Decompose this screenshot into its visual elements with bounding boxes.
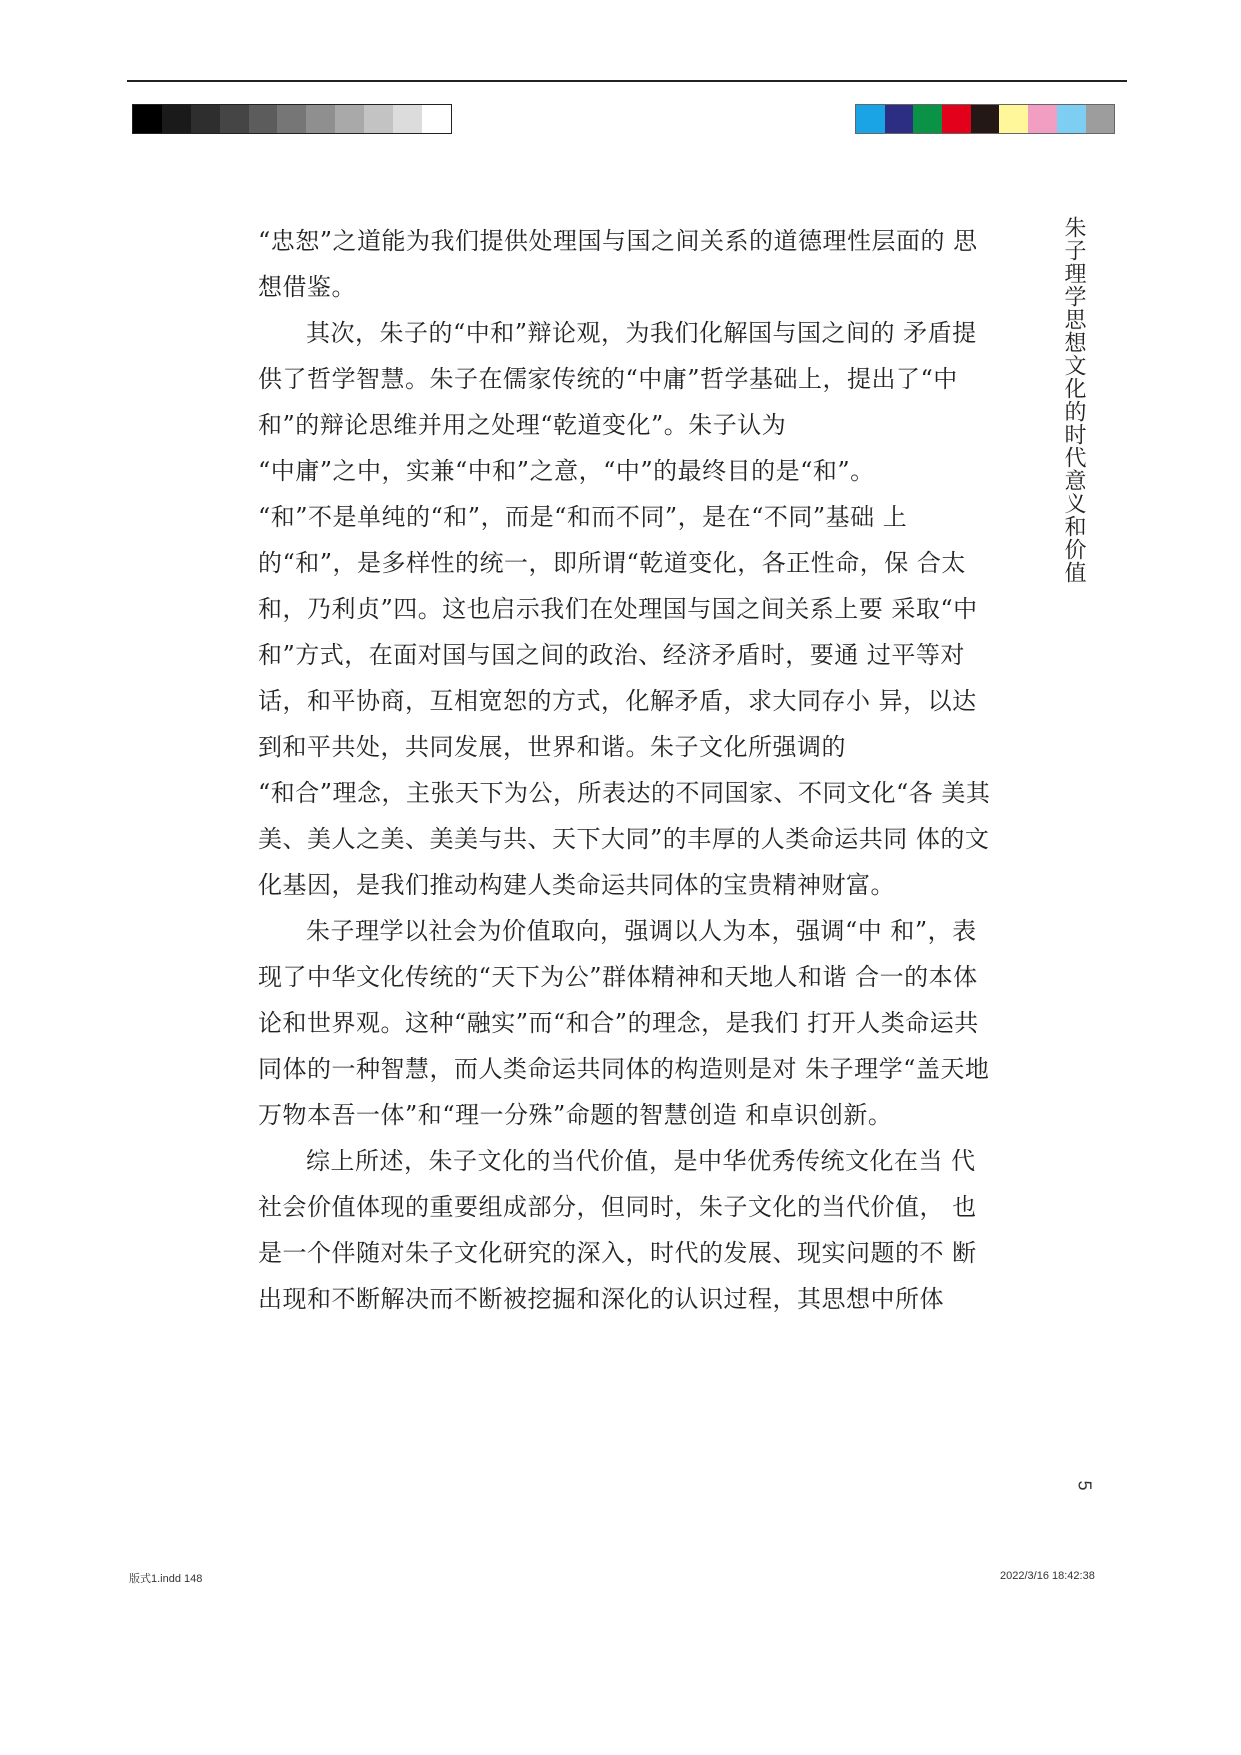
gray-swatch (306, 105, 335, 133)
gray-swatch (220, 105, 249, 133)
gray-swatch (277, 105, 306, 133)
paragraph: “和合”理念，主张天下为公，所表达的不同国家、不同文化“各 美其美、美人之美、美美与共、天下大同”的丰厚的人类命运共同 体的文化基因，是我们推动构建人类命运共同体的宝贵精神财富。 (258, 779, 991, 899)
paragraph: 朱子理学以社会为价值取向，强调以人为本，强调“中 和”，表现了中华文化传统的“天下为公”群体精神和天地人和谐 合一的本体论和世界观。这种“融实”而“和合”的理念，是我们 打开人类命运共同体的一种智慧，而人类命运共同体的构造则是对 朱子理学“盖天地万物本吾一体”和“理一分殊”命题的智慧创造 和卓识创新。 (258, 917, 990, 1129)
body-text (258, 218, 1000, 1322)
paragraph: “和”不是单纯的“和”，而是“和而不同”，是在“不同”基础 上的“和”，是多样性的统一，即所谓“乾道变化，各正性命，保 合太和，乃利贞”四。这也启示我们在处理国与国之间关系上要 采取“中和”方式，在面对国与国之间的政治、经济矛盾时，要通 过平等对话，和平协商，互相宽恕的方式，化解矛盾，求大同存小 异，以达到和平共处，共同发展，世界和谐。朱子文化所强调的 (258, 503, 978, 761)
paragraph: “忠恕”之道能为我们提供处理国与国之间关系的道德理性层面的 思想借鉴。 (258, 227, 978, 301)
page-number: 5 (1074, 1480, 1095, 1491)
gray-swatch (364, 105, 393, 133)
color-swatch (1057, 105, 1086, 133)
color-calibration-bar (855, 104, 1115, 134)
paragraph: 其次，朱子的“中和”辩论观，为我们化解国与国之间的 矛盾提供了哲学智慧。朱子在儒家传统的“中庸”哲学基础上，提出了“中和”的辩论思维并用之处理“乾道变化”。朱子认为 (258, 319, 977, 439)
paragraph: 综上所述，朱子文化的当代价值，是中华优秀传统文化在当 代社会价值体现的重要组成部分，但同时，朱子文化的当代价值， 也是一个伴随对朱子文化研究的深入，时代的发展、现实问题的不 断出现和不断解决而不断被挖掘和深化的认识过程，其思想中所体 (258, 1147, 977, 1313)
gray-swatch (162, 105, 191, 133)
footer-file-label: 版式1.indd 148 (129, 1573, 203, 1585)
color-swatch (856, 105, 885, 133)
running-head-vertical: 朱子理学思想文化的时代意义和价值 (1061, 216, 1086, 584)
grayscale-calibration-bar (132, 104, 452, 134)
color-swatch (971, 105, 1000, 133)
gray-swatch (133, 105, 162, 133)
color-swatch (1086, 105, 1115, 133)
gray-swatch (422, 105, 451, 133)
top-rule (127, 80, 1127, 82)
color-swatch (885, 105, 914, 133)
color-swatch (942, 105, 971, 133)
gray-swatch (335, 105, 364, 133)
color-swatch (1028, 105, 1057, 133)
paragraph: “中庸”之中，实兼“中和”之意，“中”的最终目的是“和”。 (258, 457, 875, 485)
gray-swatch (191, 105, 220, 133)
footer-timestamp: 2022/3/16 18:42:38 (1000, 1570, 1095, 1582)
color-swatch (999, 105, 1028, 133)
gray-swatch (393, 105, 422, 133)
color-swatch (913, 105, 942, 133)
gray-swatch (249, 105, 278, 133)
